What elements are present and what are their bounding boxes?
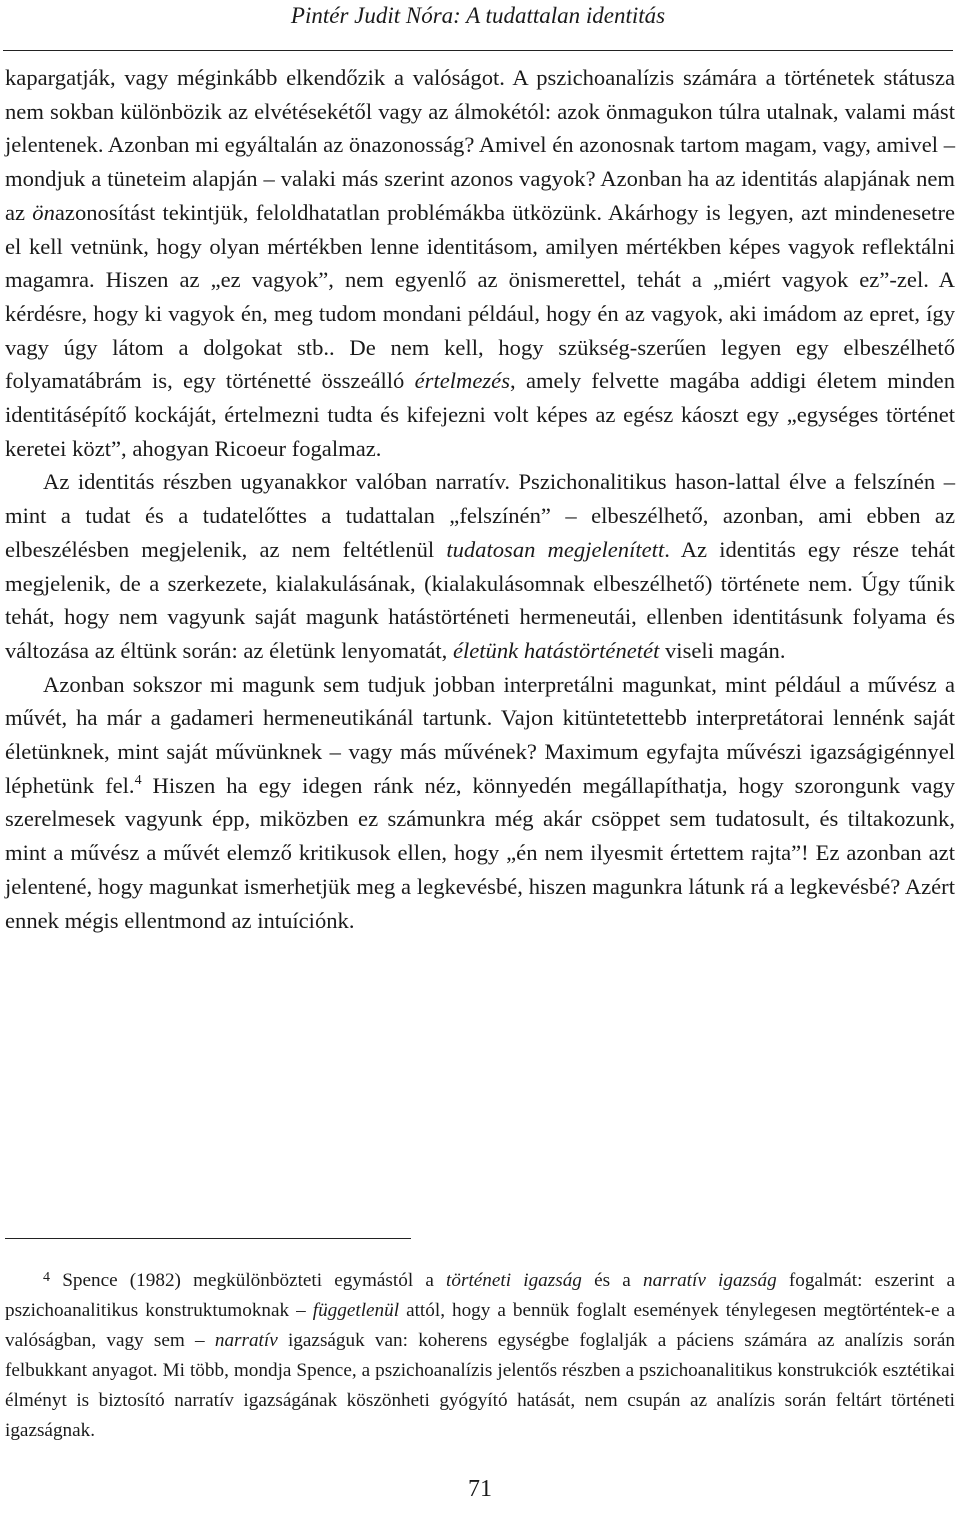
paragraph-1-text-end: , amely felvette magába addigi életem minden identitásépítő kockáját, értelmezni tudta és kifejezni volt képes az egész káoszt egy „egységes történet keretei közt”, ahogyan Ricoeur fogalmaz. xyxy=(5,368,955,461)
footnote-text xyxy=(5,1266,955,1446)
paragraph-3-text: Azonban sokszor mi magunk sem tudjuk jobban interpretálni magunkat, mint például a művész a művét, ha már a gadameri hermeneutikánál tartunk. Vajon kitüntetettebb interpretátorai lennénk saját életünknek, mint saját művünknek – vagy más művének? Maximum egyfajta művészi igazságigénnyel léphetünk fel. xyxy=(5,671,955,798)
footnote-emphasis-narrativ: narratív xyxy=(214,1330,278,1351)
paragraph-2-emphasis-tudatosan: tudatosan megjelenített xyxy=(446,536,665,562)
paragraph-1-emphasis-on: ön xyxy=(32,199,55,225)
paragraph-1 xyxy=(5,61,955,465)
footnote-number: 4 xyxy=(43,1270,50,1285)
paragraph-1-emphasis-ertelmezes: értelmezés xyxy=(414,368,511,394)
body-text xyxy=(5,61,955,937)
paragraph-2-text-cont: . Az identitás egy része tehát megjelenik, de a szerkezete, kialakulásának, (kialakulásomnak elbeszélhető) története nem. Úgy tűnik tehát, hogy nem vagyunk saját magunk hatástörténeti hermeneutái, ellenben identitásunk folyama és változása az éltünk során: az életünk lenyomatát, xyxy=(5,536,955,663)
paragraph-2 xyxy=(5,465,955,667)
paragraph-1-text: kapargatják, vagy méginkább elkendőzik a valóságot. A pszichoanalízis számára a történetek státusza nem sokban különbözik az elvétésekétől vagy az álmokétól: azok önmagukon túlra utalnak, valami mást jelentenek. Azonban mi egyáltalán az önazonosság? Amivel én azonosnak tartom magam, vagy, amivel – mondjuk a tüneteim alapján – valaki más szerint azonos vagyok? Azonban ha az identitás alapjának nem az xyxy=(5,65,955,225)
paragraph-2-text: Az identitás részben ugyanakkor valóban narratív. Pszichonalitikus hason-lattal élve a felszínén – mint a tudat és a tudatelőttes a tudattalan „felszínén” – elbeszélhető, azonban, ami ebben az elbeszélésben megjelenik, az nem feltétlenül xyxy=(5,469,955,562)
paragraph-3 xyxy=(5,668,955,938)
paragraph-3-text-end: Hiszen ha egy idegen ránk néz, könnyedén megállapíthatja, hogy szorongunk vagy szerelmesek vagyunk épp, miközben ez számunkra még akár csöppet sem tudatosult, és tiltakozunk, mint a művész a művét elemző kritikusok ellen, hogy „én nem ilyesmit értettem rajta”! Ez azonban azt jelentené, hogy magunkat ismerhetjük meg a legkevésbé, hiszen magunkra látunk rá a legkevésbé? Azért ennek mégis ellentmond az intuíciónk. xyxy=(5,772,955,933)
footnote-separator xyxy=(5,1238,411,1239)
page-number: 71 xyxy=(468,1476,492,1502)
footnote-part-i: igazságuk van: koherens egységbe foglalják a páciens számára az analízis során felbukkant anyagot. Mi több, mondja Spence, a pszichoanalízis jelentős részben a pszichoanalitikus konstrukciók esztétikai élményt is biztosító narratív igazságának köszönheti gyógyító hatását, nem csupán az analízis során feltárt történeti igazságnak. xyxy=(5,1330,955,1441)
footnote-part-e: fogalmát: eszerint a pszichoanalitikus konstruktumoknak – xyxy=(5,1270,955,1321)
paragraph-2-text-end: viseli magán. xyxy=(659,637,786,663)
footnote-part-c: és a xyxy=(581,1270,643,1291)
paragraph-1-text-cont: azonosítást tekintjük, feloldhatatlan problémákba ütközünk. Akárhogy is legyen, azt mindenesetre el kell vetnünk, hogy olyan mértékben lenne identitásom, amilyen mértékben képes vagyok reflektálni magamra. Hiszen az „ez vagyok”, nem egyenlő az önismerettel, tehát a „miért vagyok ez”-zel. A kérdésre, hogy ki vagyok én, meg tudom mondani például, hogy én az vagyok, aki imádom az epret, így vagy úgy látom a dolgokat stb.. De nem kell, hogy szükség-szerűen legyen egy elbeszélhető folyamatábrám is, egy történetté összeálló xyxy=(5,199,956,394)
footnote-part-g: attól, hogy a bennük foglalt események ténylegesen megtörténtek-e a valóságban, vagy sem – xyxy=(5,1300,955,1351)
footnote xyxy=(5,1266,955,1446)
footnote-emphasis-torteneti: történeti igazság xyxy=(446,1270,582,1291)
footnote-emphasis-fuggetlenul: függetlenül xyxy=(312,1300,400,1321)
footnote-part-a: Spence (1982) megkülönbözteti egymástól a xyxy=(50,1270,447,1291)
footnote-reference[interactable]: 4 xyxy=(134,772,142,788)
running-header xyxy=(3,0,953,51)
paragraph-2-emphasis-hatastortenet: életünk hatástörténetét xyxy=(452,637,660,663)
footnote-emphasis-narrativ-igazsag: narratív igazság xyxy=(642,1270,777,1291)
running-header-title: Pintér Judit Nóra: A tudattalan identitás xyxy=(290,3,666,28)
